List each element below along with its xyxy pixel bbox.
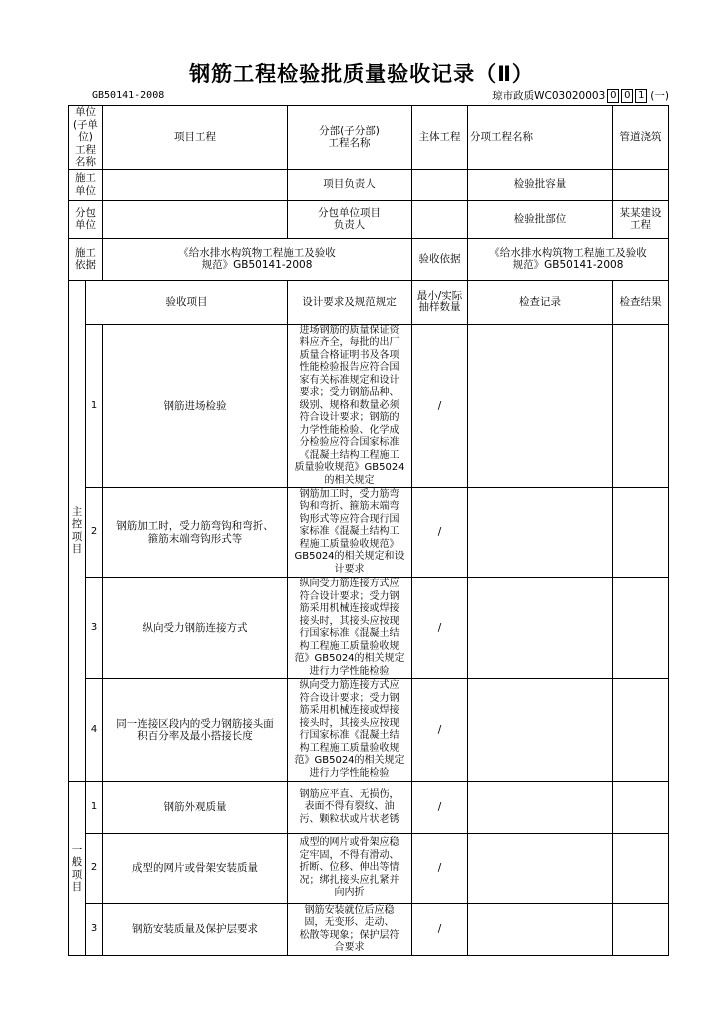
subcontractor-value[interactable]: [103, 200, 288, 238]
item-sample[interactable]: /: [412, 834, 468, 904]
unit-name-label: 单位(子单位) 工程名称: [69, 106, 103, 170]
column-header-sample: 最小/实际 抽样数量: [412, 280, 468, 324]
table-row: [69, 904, 669, 956]
item-name: 同一连接区段内的受力钢筋接头面 积百分率及最小搭接长度: [103, 679, 288, 782]
project-name-value[interactable]: 项目工程: [103, 106, 288, 170]
item-result[interactable]: [613, 782, 669, 834]
item-record[interactable]: [468, 782, 613, 834]
division-name-value[interactable]: 主体工程: [412, 106, 468, 170]
item-name: 纵向受力钢筋连接方式: [103, 578, 288, 679]
item-result[interactable]: [613, 834, 669, 904]
item-sample[interactable]: /: [412, 324, 468, 488]
form-code-box: 0: [607, 89, 619, 103]
item-requirement: 钢筋加工时，受力筋弯 钩和弯折、箍筋末端弯 钩形式等应符合现行国 家标准《混凝土结构工 程施工质量验收规范》 GB5024的相关规定和设 计要求: [288, 488, 412, 578]
subitem-name-value[interactable]: 管道浇筑: [613, 106, 669, 170]
item-number: 1: [86, 782, 103, 834]
constructor-label: 施工单位: [69, 169, 103, 200]
inspection-table: [68, 105, 669, 956]
item-name: 钢筋进场检验: [103, 324, 288, 488]
batch-capacity-value[interactable]: [613, 169, 669, 200]
item-sample[interactable]: /: [412, 904, 468, 956]
construction-basis-label: 施工依据: [69, 238, 103, 280]
subcontractor-label: 分包单位: [69, 200, 103, 238]
item-number: 3: [86, 578, 103, 679]
item-result[interactable]: [613, 578, 669, 679]
column-header-requirement: 设计要求及规范规定: [288, 280, 412, 324]
item-name: 钢筋外观质量: [103, 782, 288, 834]
item-number: 3: [86, 904, 103, 956]
item-requirement: 钢筋安装就位后应稳 固，无变形、走动、 松散等现象；保护层符 合要求: [288, 904, 412, 956]
general-group-label: 一 般 项 目: [69, 782, 86, 956]
acceptance-basis-value[interactable]: 《给水排水构筑物工程施工及验收 规范》GB50141-2008: [468, 238, 669, 280]
sub-manager-value[interactable]: [412, 200, 468, 238]
item-record[interactable]: [468, 324, 613, 488]
item-sample[interactable]: /: [412, 782, 468, 834]
acceptance-basis-label: 验收依据: [412, 238, 468, 280]
subitem-name-label: 分项工程名称: [468, 106, 613, 170]
form-code-prefix: 琼市政质WC03020003: [492, 90, 606, 102]
item-requirement: 成型的网片或骨架应稳 定牢固，不得有滑动、 折断、位移、伸出等情 况；绑扎接头应扎紧并 向内折: [288, 834, 412, 904]
batch-location-label: 检验批部位: [468, 200, 613, 238]
item-record[interactable]: [468, 578, 613, 679]
item-number: 4: [86, 679, 103, 782]
project-manager-value[interactable]: [412, 169, 468, 200]
form-code-suffix: (一): [650, 90, 669, 102]
standard-code: GB50141-2008: [92, 90, 165, 101]
item-result[interactable]: [613, 679, 669, 782]
item-requirement: 钢筋应平直、无损伤， 表面不得有裂纹、油 污、颗粒状或片状老锈: [288, 782, 412, 834]
item-number: 2: [86, 834, 103, 904]
item-requirement: 纵向受力筋连接方式应 符合设计要求；受力钢 筋采用机械连接或焊接 接头时，其接头应按现 行国家标准《混凝土结 构工程施工质量验收规 范》GB5024的相关规定 进行力学性能检验: [288, 679, 412, 782]
batch-location-value[interactable]: 某某建设工程: [613, 200, 669, 238]
item-record[interactable]: [468, 904, 613, 956]
table-row: [69, 488, 669, 578]
item-record[interactable]: [468, 679, 613, 782]
division-name-label: 分部(子分部) 工程名称: [288, 106, 412, 170]
item-record[interactable]: [468, 488, 613, 578]
item-record[interactable]: [468, 834, 613, 904]
batch-capacity-label: 检验批容量: [468, 169, 613, 200]
project-manager-label: 项目负责人: [288, 169, 412, 200]
table-row: [69, 578, 669, 679]
item-result[interactable]: [613, 904, 669, 956]
form-code-box: 1: [635, 89, 647, 103]
column-header-item: 验收项目: [86, 280, 288, 324]
item-name: 成型的网片或骨架安装质量: [103, 834, 288, 904]
item-sample[interactable]: /: [412, 578, 468, 679]
form-code-box: 0: [621, 89, 633, 103]
item-name: 钢筋安装质量及保护层要求: [103, 904, 288, 956]
table-row: [69, 324, 669, 488]
item-result[interactable]: [613, 488, 669, 578]
item-sample[interactable]: /: [412, 679, 468, 782]
item-result[interactable]: [613, 324, 669, 488]
item-number: 2: [86, 488, 103, 578]
item-requirement: 进场钢筋的质量保证资 料应齐全，每批的出厂 质量合格证明书及各项 性能检验报告应符合国 家有关标准规定和设计 要求；受力钢筋品种、 级别、规格和数量必须 符合设计要求；钢筋的 力学性能检验、化学成 分检验应符合国家标准 《混凝土结构工程施工 质量验收规范》GB5024 的相关规定: [288, 324, 412, 488]
item-number: 1: [86, 324, 103, 488]
main-control-group-label: 主 控 项 目: [69, 280, 86, 782]
constructor-value[interactable]: [103, 169, 288, 200]
column-header-result: 检查结果: [613, 280, 669, 324]
table-row: [69, 782, 669, 834]
item-requirement: 纵向受力筋连接方式应 符合设计要求；受力钢 筋采用机械连接或焊接 接头时，其接头应按现 行国家标准《混凝土结 构工程施工质量验收规 范》GB5024的相关规定 进行力学性能检验: [288, 578, 412, 679]
item-name: 钢筋加工时，受力筋弯钩和弯折、 箍筋末端弯钩形式等: [103, 488, 288, 578]
table-row: [69, 679, 669, 782]
sub-manager-label: 分包单位项目 负责人: [288, 200, 412, 238]
form-code: [492, 88, 669, 103]
table-row: [69, 834, 669, 904]
page-title: 钢筋工程检验批质量验收记录（Ⅱ）: [189, 62, 534, 86]
item-sample[interactable]: /: [412, 488, 468, 578]
column-header-record: 检查记录: [468, 280, 613, 324]
construction-basis-value[interactable]: 《给水排水构筑物工程施工及验收 规范》GB50141-2008: [103, 238, 412, 280]
